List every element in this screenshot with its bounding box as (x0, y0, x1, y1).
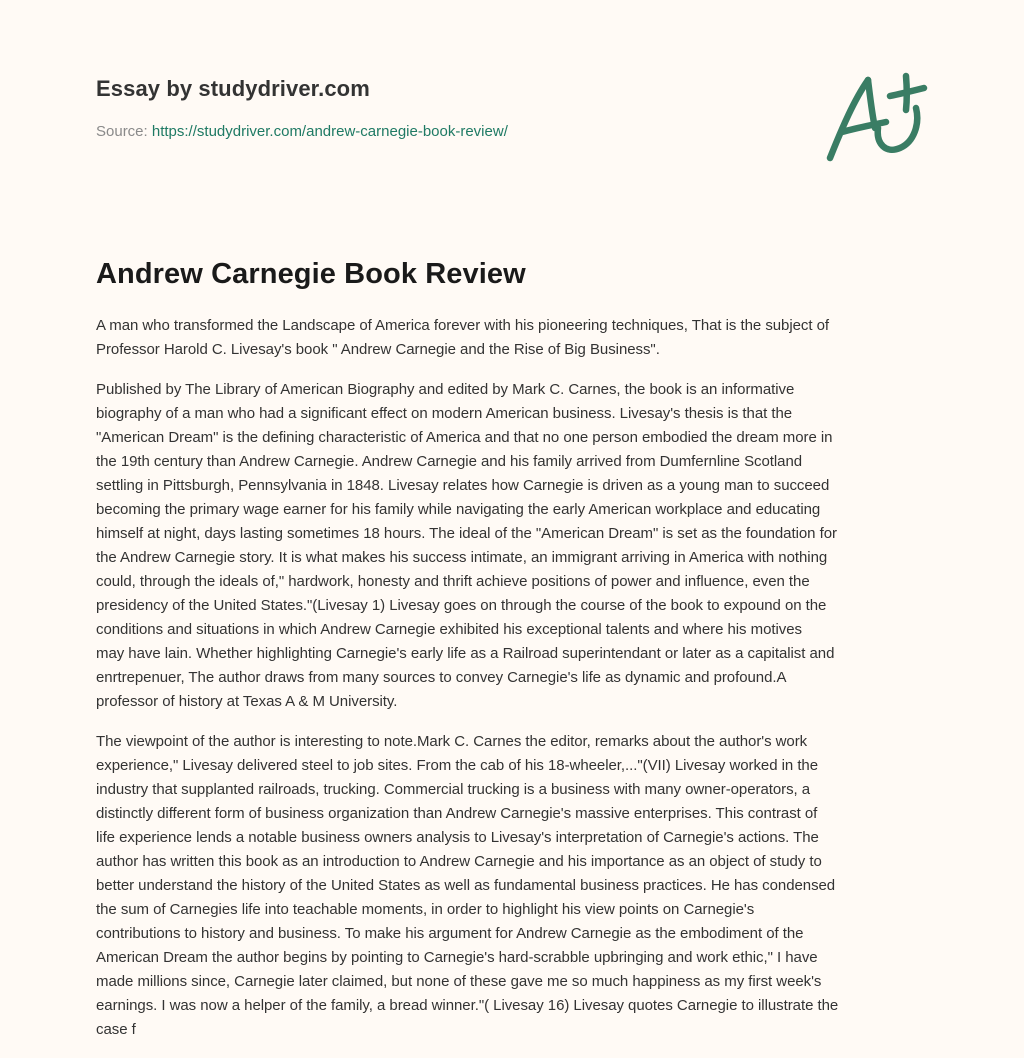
text-line: American Dream the author begins by pointing to Carnegie's hard-scrabble upbringing and work ethic," I have (96, 949, 818, 966)
text-line: becoming the primary wage earner for his family while navigating the early American workplace and educating (96, 501, 821, 518)
essay-paragraph-3 (96, 730, 941, 1042)
site-title: Essay by studydriver.com (96, 76, 370, 101)
text-line: himself at night, days lasting sometimes 18 hours. The ideal of the "American Dream" is set as the foundation for (96, 525, 837, 542)
text-line: Professor Harold C. Livesay's book " Andrew Carnegie and the Rise of Big Business". (96, 341, 660, 358)
text-line: the Andrew Carnegie story. It is what makes his success intimate, an immigrant arriving in America with nothing (96, 549, 828, 566)
essay-paragraph-1 (96, 314, 941, 362)
text-line: settling in Pittsburgh, Pennsylvania in 1848. Livesay relates how Carnegie is driven as a young man to succeed (96, 477, 830, 494)
text-line: "American Dream" is the defining characteristic of America and that no one person embodied the dream more in (96, 429, 833, 446)
text-line: case f (96, 1021, 136, 1038)
text-line: biography of a man who had a significant effect on modern American business. Livesay's thesis is that the (96, 405, 793, 422)
source-line (96, 122, 696, 142)
text-line: presidency of the United States."(Livesay 1) Livesay goes on through the course of the book to expound on the (96, 597, 827, 614)
text-line: A man who transformed the Landscape of America forever with his pioneering techniques, That is the subject of (96, 317, 830, 334)
text-line: may have lain. Whether highlighting Carnegie's early life as a Railroad superintendant or later as a capitalist and (96, 645, 835, 662)
text-line: contributions to history and business. To make his argument for Andrew Carnegie as the embodiment of the (96, 925, 804, 942)
text-line: industry that supplanted railroads, trucking. Commercial trucking is a business with many owner-operators, a (96, 781, 811, 798)
essay-body (96, 314, 941, 1058)
text-line: life experience lends a notable business owners analysis to Livesay's interpretation of Carnegie's actions. The (96, 829, 819, 846)
text-line: made millions since, Carnegie later claimed, but none of these gave me so much happiness as my first week's (96, 973, 822, 990)
text-line: professor of history at Texas A & M University. (96, 693, 398, 710)
text-line: Published by The Library of American Biography and edited by Mark C. Carnes, the book is an informative (96, 381, 795, 398)
essay-title: Andrew Carnegie Book Review (96, 258, 526, 290)
text-line: The viewpoint of the author is interesting to note.Mark C. Carnes the editor, remarks about the author's work (96, 733, 808, 750)
text-line: could, through the ideals of," hardwork, honesty and thrift achieve positions of power and influence, even the (96, 573, 810, 590)
text-line: distinctly different form of business organization than Andrew Carnegie's massive enterprises. This contrast of (96, 805, 818, 822)
source-label: Source: (96, 123, 152, 140)
text-line: conditions and situations in which Andrew Carnegie exhibited his exceptional talents and where his motives (96, 621, 802, 638)
text-line: the 19th century than Andrew Carnegie. Andrew Carnegie and his family arrived from Dumfernline Scotland (96, 453, 803, 470)
text-line: experience," Livesay delivered steel to job sites. From the cab of his 18-wheeler,..."(VII) Livesay worked in the (96, 757, 819, 774)
source-link[interactable]: https://studydriver.com/andrew-carnegie-book-review/ (151, 123, 508, 140)
text-line: author has written this book as an introduction to Andrew Carnegie and his importance as an object of study to (96, 853, 822, 870)
text-line: the sum of Carnegies life into teachable moments, in order to highlight his view points on Carnegie's (96, 901, 755, 918)
text-line: earnings. I was now a helper of the family, a bread winner."( Livesay 16) Livesay quotes Carnegie to illustrate the (96, 997, 839, 1014)
page-header (96, 74, 696, 142)
text-line: better understand the history of the United States as well as fundamental business practices. He has condensed (96, 877, 836, 894)
text-line: enrtrepenuer, The author draws from many sources to convey Carnegie's life as dynamic and profound.A (96, 669, 787, 686)
a-plus-grade-icon (820, 66, 932, 166)
essay-paragraph-2 (96, 378, 941, 714)
